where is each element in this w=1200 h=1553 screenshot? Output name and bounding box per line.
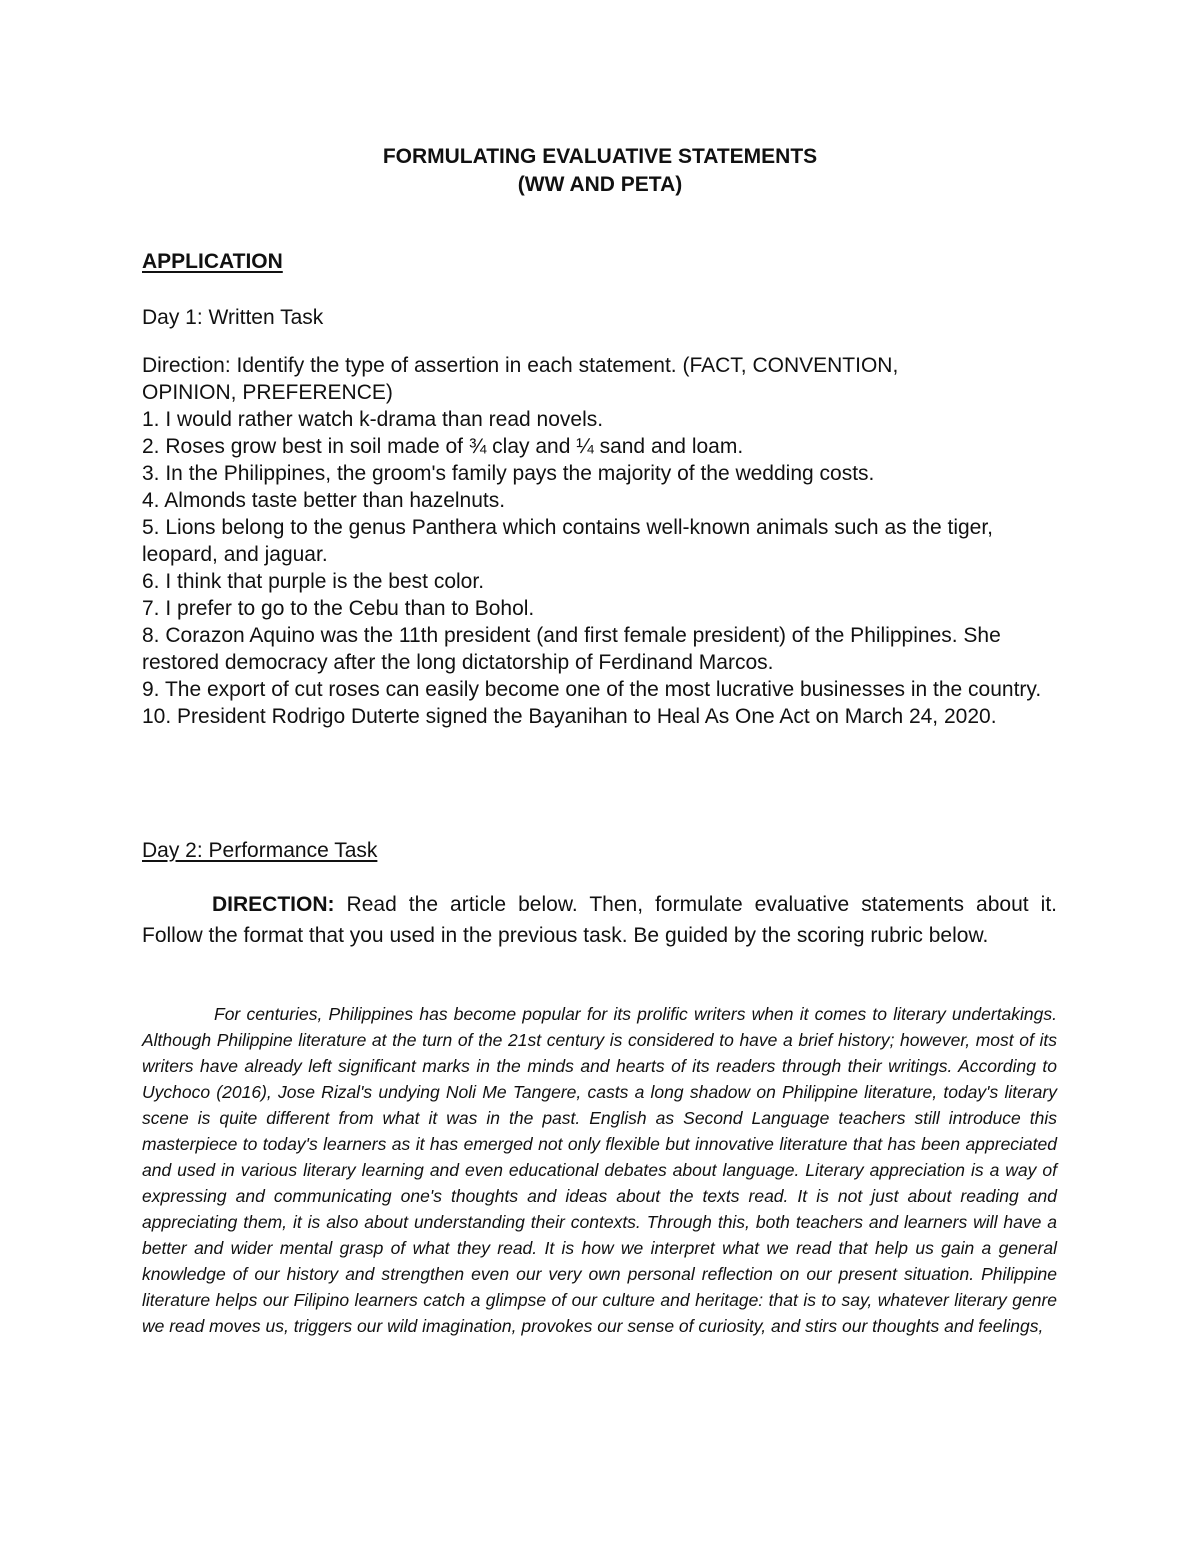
day1-task-list: [142, 352, 1062, 730]
direction-label: DIRECTION:: [212, 893, 335, 916]
day1-direction-line1: Direction: Identify the type of assertion in each statement. (FACT, CONVENTION,: [142, 354, 899, 377]
statement-item: 8. Corazon Aquino was the 11th president (and first female president) of the Philippines. She restored democracy after the long dictatorship of Ferdinand Marcos.: [142, 624, 1001, 674]
direction-text: Read the article below. Then, formulate evaluative statements about it. Follow the format that you used in the previous task. Be guided by the scoring rubric below.: [142, 893, 1057, 947]
application-heading: APPLICATION: [142, 250, 283, 273]
statement-item: 1. I would rather watch k-drama than read novels.: [142, 408, 604, 431]
day2-label: Day 2: Performance Task: [142, 839, 378, 862]
article-text: For centuries, Philippines has become popular for its prolific writers when it comes to literary undertakings. Although Philippine literature at the turn of the 21st century is considered to have a brief history; however, most of its writers have already left significant marks in the minds and hearts of its readers through their writings. According to Uychoco (2016), Jose Rizal's undying Noli Me Tangere, casts a long shadow on Philippine literature, today's literary scene is quite different from what it was in the past. English as Second Language teachers still introduce this masterpiece to today's learners as it has emerged not only flexible but innovative literature that has been appreciated and used in various literary learning and even educational debates about language. Literary appreciation is a way of expressing and communicating one's thoughts and ideas about the texts read. It is not just about reading and appreciating them, it is also about understanding their contexts. Through this, both teachers and learners will have a better and wider mental grasp of what they read. It is how we interpret what we read that help us gain a general knowledge of our history and strengthen even our very own personal reflection on our present situation. Philippine literature helps our Filipino learners catch a glimpse of our culture and heritage: that is to say, whatever literary genre we read moves us, triggers our wild imagination, provokes our sense of curiosity, and stirs our thoughts and feelings,: [142, 1004, 1057, 1336]
day1-label: Day 1: Written Task: [142, 306, 324, 329]
statement-item: 6. I think that purple is the best color.: [142, 570, 485, 593]
day2-direction: [142, 889, 1057, 951]
statement-item: 7. I prefer to go to the Cebu than to Bohol.: [142, 597, 535, 620]
statement-item: 3. In the Philippines, the groom's family pays the majority of the wedding costs.: [142, 462, 875, 485]
statement-item: 9. The export of cut roses can easily become one of the most lucrative businesses in the country.: [142, 678, 1042, 701]
statement-item: 4. Almonds taste better than hazelnuts.: [142, 489, 506, 512]
document-subtitle: (WW AND PETA): [517, 173, 683, 196]
document-title: FORMULATING EVALUATIVE STATEMENTS: [382, 145, 818, 168]
statement-item: 2. Roses grow best in soil made of ¾ clay and ¼ sand and loam.: [142, 435, 744, 458]
statement-item: 10. President Rodrigo Duterte signed the Bayanihan to Heal As One Act on March 24, 2020.: [142, 705, 997, 728]
statement-item: 5. Lions belong to the genus Panthera which contains well-known animals such as the tiger, leopard, and jaguar.: [142, 516, 994, 566]
day1-direction-line2: OPINION, PREFERENCE): [142, 381, 393, 404]
